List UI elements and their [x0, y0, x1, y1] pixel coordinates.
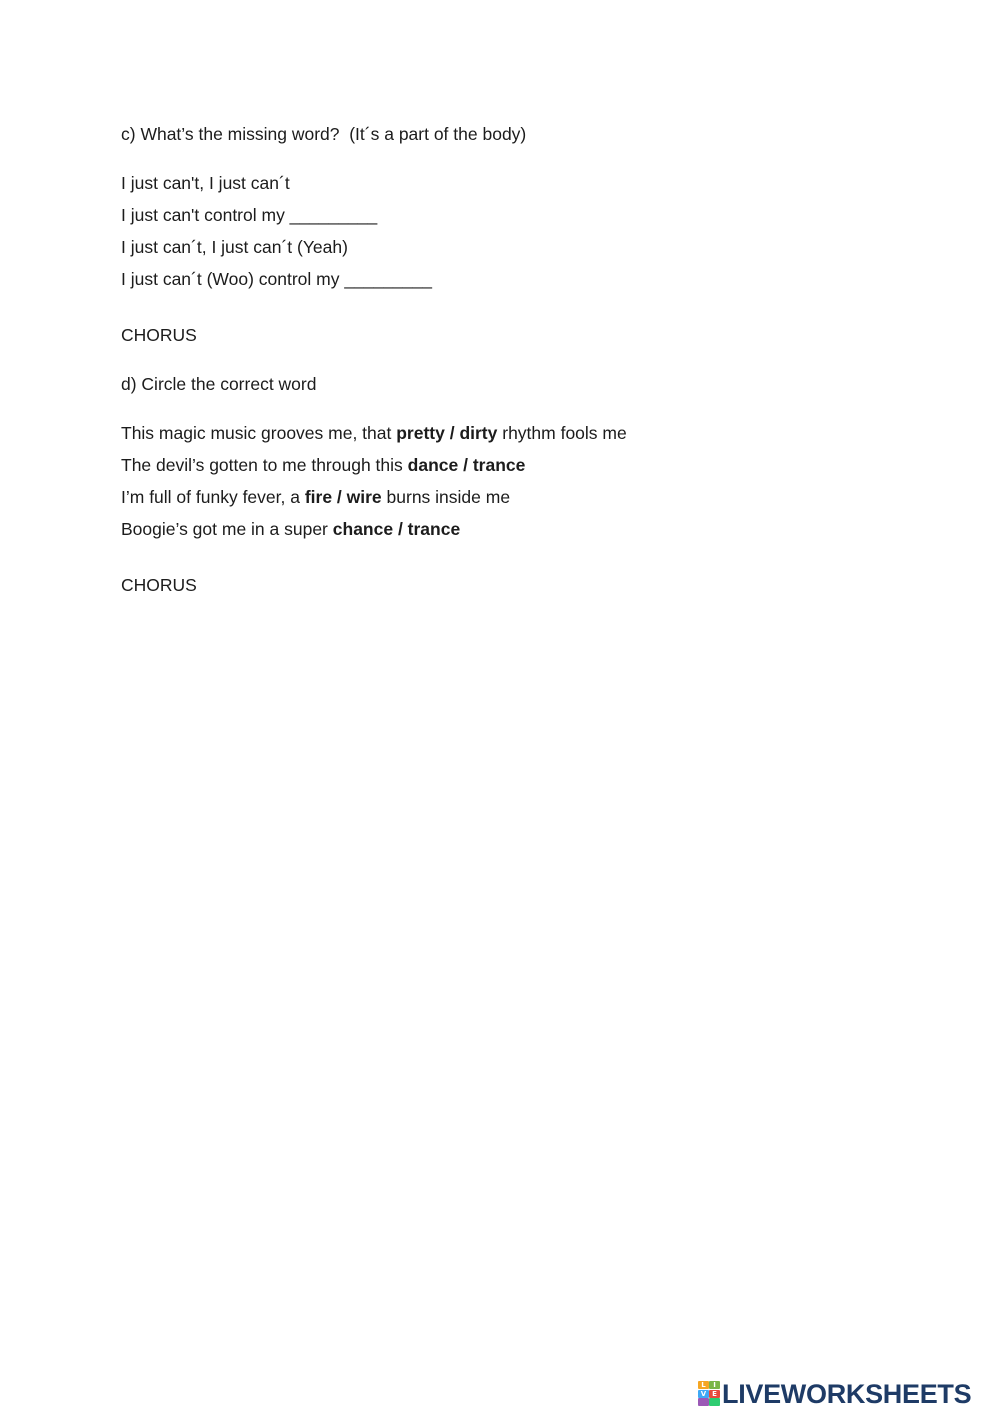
lyric-line-blank[interactable]: I just can't control my _________ — [121, 205, 378, 225]
logo-tile — [698, 1398, 708, 1406]
word-choice[interactable]: pretty / dirty — [396, 423, 498, 443]
liveworksheets-logo-text: LIVEWORKSHEETS — [722, 1379, 972, 1409]
lyric-line — [121, 513, 941, 545]
logo-tile: L — [698, 1381, 708, 1389]
lyric-line-blank[interactable]: I just can´t (Woo) control my _________ — [121, 269, 432, 289]
lyric-text: I’m full of funky fever, a — [121, 487, 305, 507]
lyric-line — [121, 417, 941, 449]
lyric-text: burns inside me — [381, 487, 511, 507]
lyric-text: This magic music grooves me, that — [121, 423, 397, 443]
word-choice[interactable]: dance / trance — [407, 455, 526, 475]
logo-tile: V — [698, 1390, 708, 1398]
word-choice[interactable]: chance / trance — [332, 519, 461, 539]
lyric-text: rhythm fools me — [497, 423, 627, 443]
section-c-instruction: c) What’s the missing word? (It´s a part of the body) — [121, 124, 527, 144]
lyric-text: The devil’s gotten to me through this — [121, 455, 408, 475]
lyric-line — [121, 481, 941, 513]
word-choice[interactable]: fire / wire — [304, 487, 382, 507]
liveworksheets-logo-icon — [698, 1381, 720, 1407]
section-d-instruction: d) Circle the correct word — [121, 374, 317, 394]
lyric-line: I just can't, I just can´t — [121, 173, 290, 193]
lyric-text: Boogie’s got me in a super — [121, 519, 333, 539]
logo-tile: E — [709, 1390, 719, 1398]
chorus-label: CHORUS — [121, 575, 197, 595]
liveworksheets-logo — [698, 1378, 971, 1410]
logo-tile — [709, 1398, 719, 1406]
worksheet-content — [121, 118, 941, 601]
logo-tile: I — [709, 1381, 719, 1389]
lyric-line — [121, 449, 941, 481]
lyric-line: I just can´t, I just can´t (Yeah) — [121, 237, 348, 257]
chorus-label: CHORUS — [121, 325, 197, 345]
